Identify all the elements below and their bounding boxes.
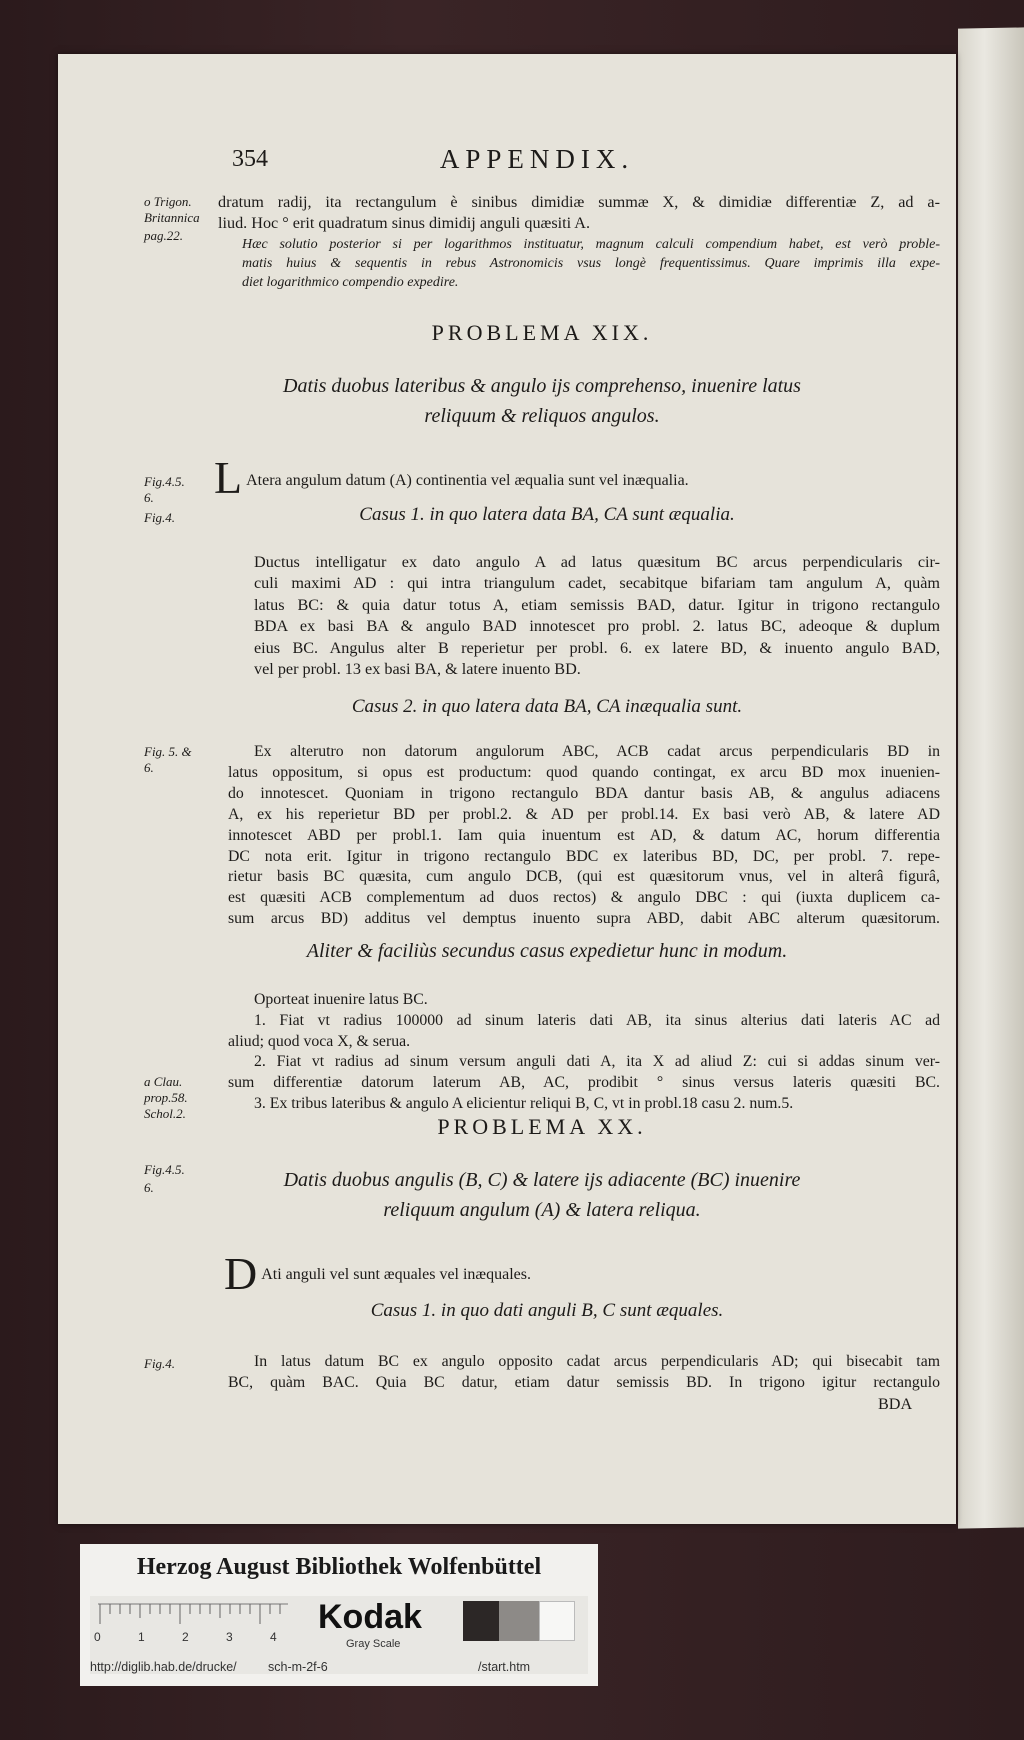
ruler-label: 0 [94, 1630, 101, 1644]
facing-page-edge [958, 27, 1024, 1528]
margin-note-fig: 6. [144, 1180, 154, 1195]
opening-line: Ati anguli vel sunt æquales vel inæquales. [261, 1266, 531, 1283]
problem-19-case-1-text [254, 552, 940, 680]
text-line: Ex alterutro non datorum angulorum ABC, ACB cadat arcus perpendicularis BD in [254, 743, 940, 760]
text-line: latus BC: & quia datur totus A, etiam semissis BAD, datur. Igitur in trigono rectangulo [254, 595, 940, 614]
problem-20-case-1-text [228, 1352, 940, 1394]
margin-note-fig: Fig.4.5. [144, 474, 185, 489]
aliter-text [228, 990, 940, 1115]
text-line: rietur basis BC quæsita, cum angulo DCB, (qui est quæsitorum vnus, vel in alterâ figurâ, [228, 868, 940, 886]
problem-20-subtitle-1: Datis duobus angulis (B, C) & latere ijs adiacente (BC) inuenire [283, 1169, 801, 1191]
page-number: 354 [232, 146, 268, 172]
aliter-heading: Aliter & faciliùs secundus casus expedietur hunc in modum. [306, 940, 788, 962]
problem-19-subtitle-1: Datis duobus lateribus & angulo ijs comprehenso, inuenire latus [283, 375, 801, 397]
drop-cap: D [224, 1248, 258, 1299]
text-line: innotescet ABD per probl.1. Iam quia inuentum est AD, & datum AC, horum differentia [228, 826, 940, 844]
italic-line: Hæc solutio posterior si per logarithmos instituatur, magnum calculi compendium habet, est verò proble- [242, 237, 940, 252]
italic-line: diet logarithmico compendio expedire. [242, 275, 459, 290]
text-line: latus oppositum, si opus est productum: quod quando contingat, ex arcu BD mox inuenien- [228, 763, 940, 781]
intro-line: dratum radij, ita rectangulum è sinibus dimidiæ summæ X, & dimidiæ differentiæ Z, ad a- [218, 193, 940, 211]
problem-19-case-2-text [228, 742, 940, 930]
text-line: BDA ex basi BA & angulo BAD innotescet pro probl. 2. latus BC, adeoque & duplum [254, 617, 940, 636]
problem-19-subtitle-2: reliquum & reliquos angulos. [424, 405, 660, 427]
margin-note-ref: prop.58. [144, 1090, 188, 1105]
margin-note-fig: Fig. 5. & [144, 744, 192, 759]
book-page [58, 54, 956, 1524]
margin-note-ref: Schol.2. [144, 1106, 186, 1121]
text-line: 3. Ex tribus lateribus & angulo A elicientur reliqui B, C, vt in probl.18 casu 2. num.5. [254, 1094, 794, 1112]
gray-patch-light [539, 1601, 575, 1641]
intro-paragraph [218, 192, 940, 235]
text-line: 1. Fiat vt radius 100000 ad sinum lateris dati AB, ita sinus alterius dati lateris AC ad [254, 1011, 940, 1029]
text-line: culi maximi AD : qui intra triangulum cadet, secabitque bifariam tam angulum A, quàm [254, 574, 940, 593]
problem-20-opening [224, 1248, 924, 1299]
running-head: APPENDIX. [439, 144, 635, 174]
library-name: Herzog August Bibliothek Wolfenbüttel [136, 1554, 542, 1580]
margin-note-fig: Fig.4. [144, 510, 176, 525]
catchword: BDA [878, 1395, 913, 1413]
library-scan-card [80, 1544, 598, 1686]
margin-note-ref: a Clau. [144, 1074, 183, 1089]
gray-scale-label: Gray Scale [346, 1638, 401, 1650]
opening-line: Atera angulum datum (A) continentia vel æqualia sunt vel inæqualia. [246, 472, 689, 489]
italic-line: matis huius & sequentis in rebus Astronomicis vsus longè frequentissimus. Quare imprimis illa expe- [242, 256, 940, 271]
problem-19-opening [214, 452, 944, 503]
margin-note-fig: Fig.4. [144, 1356, 176, 1371]
text-line: est quæsiti ACB complementum ad duos rectos) & angulo DBC : qui (iuxta duplicem ca- [228, 889, 940, 907]
shelfmark: sch-m-2f-6 [268, 1660, 328, 1674]
problem-19-case-1-heading: Casus 1. in quo latera data BA, CA sunt æqualia. [359, 504, 735, 525]
ruler-scale [98, 1602, 288, 1624]
problem-20-title: PROBLEMA XX. [437, 1114, 647, 1139]
text-line: sum differentiæ datorum laterum AB, AC, prodibit ° sinus versus lateris quæsiti BC. [228, 1074, 940, 1092]
text-line: Oporteat inuenire latus BC. [254, 991, 428, 1008]
intro-line: liud. Hoc ° erit quadratum sinus dimidij anguli quæsiti A. [218, 214, 591, 233]
text-line: 2. Fiat vt radius ad sinum versum anguli dati A, ita X ad aliud Z: cui si addas sinum ver- [254, 1053, 940, 1071]
ruler-label: 4 [270, 1630, 277, 1644]
gray-patch-dark [463, 1601, 499, 1641]
margin-note-fig: Fig.4.5. [144, 1162, 185, 1177]
ruler-label: 1 [138, 1630, 145, 1644]
kodak-logo: Kodak [318, 1598, 422, 1636]
margin-note-pag: pag.22. [144, 228, 183, 243]
text-line: BC, quàm BAC. Quia BC datur, etiam datur semissis BD. In trigono igitur rectangulo [228, 1373, 940, 1391]
digilib-url: http://diglib.hab.de/drucke/ [90, 1660, 237, 1674]
text-line: eius BC. Angulus alter B reperietur per probl. 6. ex latere BD, & inuento angulo BAD, [254, 638, 940, 657]
intro-italic-note [242, 235, 940, 292]
problem-20-case-1-heading: Casus 1. in quo dati anguli B, C sunt æquales. [370, 1300, 724, 1321]
start-link: /start.htm [478, 1660, 531, 1674]
text-line: vel per probl. 13 ex basi BA, & latere inuento BD. [254, 660, 581, 679]
text-line: DC nota erit. Igitur in trigono rectangulo BDC ex lateribus BD, DC, per probl. 7. repe- [228, 847, 940, 865]
margin-note-trigon: o Trigon. [144, 194, 192, 209]
problem-19-title: PROBLEMA XIX. [431, 320, 653, 345]
ruler-label: 2 [182, 1630, 189, 1644]
margin-note-fig: 6. [144, 760, 154, 775]
text-line: aliud; quod voca X, & serua. [228, 1032, 411, 1050]
text-line: do innotescet. Quoniam in trigono rectangulo BDA dantur basis AB, & angulus adiacens [228, 784, 940, 802]
drop-cap: L [214, 452, 243, 503]
problem-20-subtitle-2: reliquum angulum (A) & latera reliqua. [383, 1199, 701, 1221]
margin-note-britannica: Britannica [144, 210, 200, 225]
text-line: In latus datum BC ex angulo opposito cadat arcus perpendicularis AD; qui bisecabit tam [254, 1353, 940, 1370]
margin-note-fig: 6. [144, 490, 154, 505]
text-line: Ductus intelligatur ex dato angulo A ad latus quæsitum BC arcus perpendicularis cir- [254, 553, 940, 571]
problem-19-case-2-heading: Casus 2. in quo latera data BA, CA inæqualia sunt. [351, 696, 743, 717]
ruler-label: 3 [226, 1630, 233, 1644]
text-line: A, ex his reperietur BD per probl.2. & AD per probl.14. Ex basi verò AB, & latere AD [228, 805, 940, 823]
gray-patch-mid [499, 1601, 539, 1641]
text-line: sum arcus BD) additus vel demptus inuento supra ABD, dabit ABC alterum quæsitorum. [228, 910, 940, 928]
